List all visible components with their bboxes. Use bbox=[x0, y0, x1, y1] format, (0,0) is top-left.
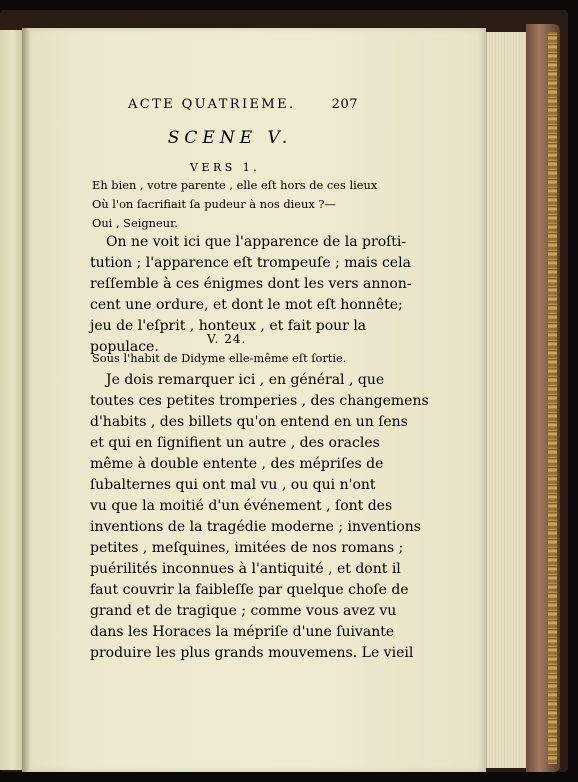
running-head bbox=[128, 97, 358, 112]
commentary-line: petites , meſquines, imitées de nos romans ; bbox=[90, 540, 404, 556]
verse-quote-line: Eh bien , votre parente , elle eſt hors de ces lieux bbox=[92, 178, 378, 192]
commentary-line: dans les Horaces la mépriſe d'une ſuivante bbox=[90, 624, 395, 640]
running-head-title: ACTE QUATRIEME. bbox=[128, 97, 296, 112]
commentary-line: populace. bbox=[90, 339, 159, 355]
commentary-line: produire les plus grands mouvemens. Le vieil bbox=[90, 645, 414, 661]
commentary-line: même à double entente , des mépriſes de bbox=[90, 456, 384, 472]
commentary-line: grand et de tragique ; comme vous avez vu bbox=[90, 603, 397, 619]
verse-quote-line: Oui , Seigneur. bbox=[92, 216, 178, 230]
scene-title: SCENE V. bbox=[167, 128, 293, 148]
page-edges bbox=[486, 32, 527, 768]
commentary-line: ſubalternes qui ont mal vu , ou qui n'ont bbox=[90, 477, 376, 493]
commentary-line: cent une ordure, et dont le mot eſt honnête; bbox=[90, 297, 403, 313]
commentary-line: et qui en ſignifient un autre , des oracles bbox=[90, 435, 380, 451]
verse-label-24: V. 24. bbox=[207, 332, 247, 346]
verse-quote-line: Où l'on ſacrifiait ſa pudeur à nos dieux ?— bbox=[92, 197, 336, 211]
commentary-line: inventions de la tragédie moderne ; inventions bbox=[90, 519, 421, 535]
commentary-line: faut couvrir la faibleſſe par quelque choſe de bbox=[90, 582, 409, 598]
gilt-edge bbox=[548, 32, 557, 764]
commentary-line: tution ; l'apparence eſt trompeuſe ; mais cela bbox=[90, 255, 411, 271]
commentary-line: Je dois remarquer ici , en général , que bbox=[106, 372, 385, 388]
page-number: 207 bbox=[331, 97, 358, 112]
commentary-line: jeu de l'eſprit , honteux , et fait pour la bbox=[90, 318, 367, 334]
commentary-line: vu que la moitié d'un événement , ſont des bbox=[90, 498, 393, 514]
commentary-line: On ne voit ici que l'apparence de la proſti- bbox=[106, 234, 407, 250]
commentary-line: reſſemble à ces énigmes dont les vers annon- bbox=[90, 276, 412, 292]
commentary-paragraph-2 bbox=[90, 370, 429, 664]
commentary-line: d'habits , des billets qu'on entend en un ſens bbox=[90, 414, 408, 430]
book-gutter bbox=[22, 28, 30, 772]
commentary-line: puérilités inconnues à l'antiquité , et dont il bbox=[90, 561, 401, 577]
verse-label-1: VERS 1. bbox=[190, 161, 261, 174]
left-page-edge bbox=[0, 30, 23, 770]
commentary-line: toutes ces petites tromperies , des changemens bbox=[90, 393, 429, 409]
verse-quote-line: Sous l'habit de Didyme elle-même eſt ſortie. bbox=[92, 351, 347, 365]
